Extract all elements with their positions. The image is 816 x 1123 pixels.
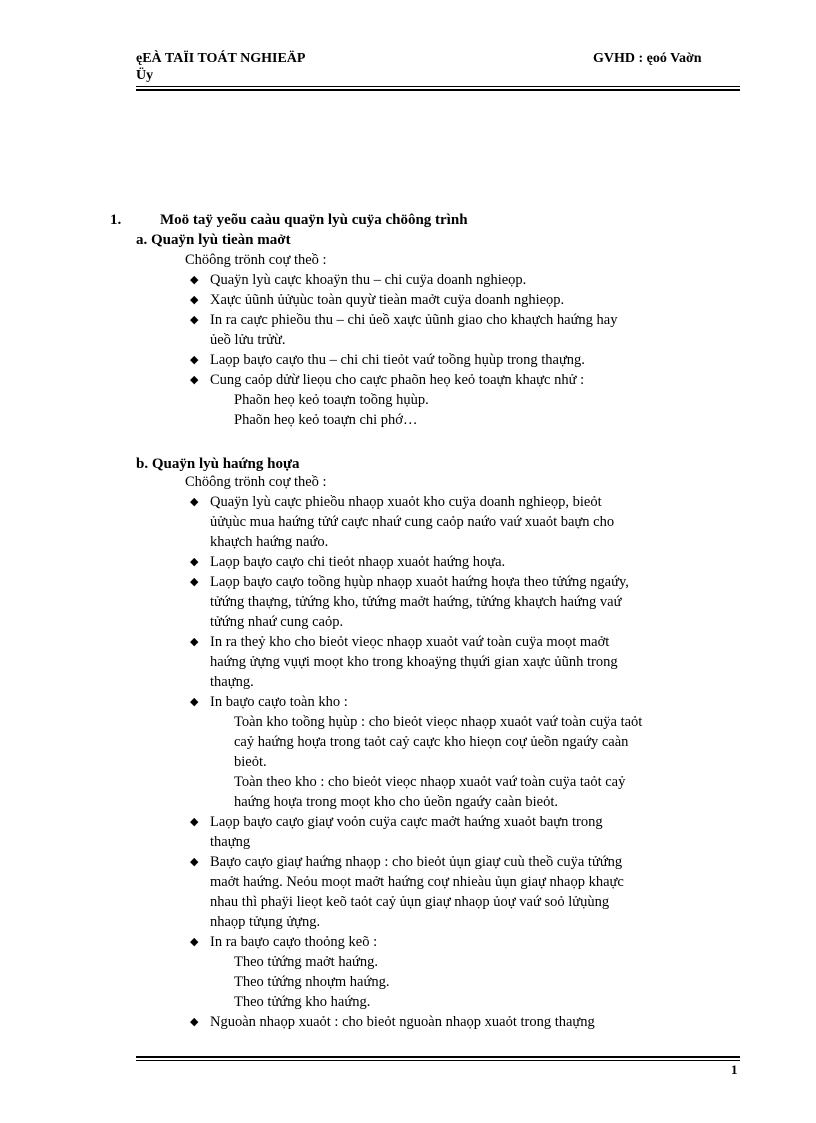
list-item: Laọp baựo caựo chi tieỏt nhaọp xuaỏt haứng hoựa. bbox=[210, 554, 506, 570]
list-item: Xaực ủũnh ủửụùc toàn quyừ tieàn maởt cuÿa doanh nghieọp. bbox=[210, 292, 565, 308]
bullet-icon: ◆ bbox=[190, 1016, 199, 1028]
sub-list-item: Theo tửứng kho haứng. bbox=[234, 994, 371, 1010]
header-rule bbox=[136, 86, 740, 87]
list-item: Baựo caựo giaự haứng nhaọp : cho bieỏt ủụn giaự cuù theồ cuÿa tửứng bbox=[210, 854, 623, 870]
bullet-icon: ◆ bbox=[190, 696, 199, 708]
list-item-continuation: ủửụùc mua haứng tửứ caực nhaứ cung caỏp naứo vaứ xuaỏt baựn cho bbox=[210, 514, 615, 530]
list-item: Quaÿn lyù caực khoaÿn thu – chi cuÿa doanh nghieọp. bbox=[210, 272, 527, 288]
bullet-icon: ◆ bbox=[190, 636, 199, 648]
subsection-a-intro: Chöông trönh coự theồ : bbox=[185, 252, 327, 268]
list-item-continuation: thaựng bbox=[210, 834, 251, 850]
list-item: Laọp baựo caựo thu – chi chi tieỏt vaứ toồng hụùp trong thaựng. bbox=[210, 352, 585, 368]
section-title: Moö taÿ yeõu caàu quaÿn lyù cuÿa chöông trình bbox=[160, 212, 468, 228]
list-item: In ra baựo caựo thoỏng keõ : bbox=[210, 934, 378, 950]
list-item-continuation: ủeồ lửu trửừ. bbox=[210, 332, 286, 348]
list-item: Laọp baựo caựo toồng hụùp nhaọp xuaỏt haứng hoựa theo tửứng ngaứy, bbox=[210, 574, 629, 590]
subsection-b-title: b. Quaÿn lyù haứng hoựa bbox=[136, 456, 300, 472]
sub-list-item-continuation: bieỏt. bbox=[234, 754, 267, 770]
sub-list-item: Toàn theo kho : cho bieỏt vieọc nhaọp xuaỏt vaứ toàn cuÿa taỏt caỷ bbox=[234, 774, 626, 790]
bullet-icon: ◆ bbox=[190, 274, 199, 286]
subsection-b-intro: Chöông trönh coự theồ : bbox=[185, 474, 327, 490]
footer-rule bbox=[136, 1060, 740, 1061]
bullet-icon: ◆ bbox=[190, 374, 199, 386]
list-item: Cung caỏp dửừ lieọu cho caực phaõn heọ keỏ toaựn khaực nhử : bbox=[210, 372, 585, 388]
list-item: Quaÿn lyù caực phieồu nhaọp xuaỏt kho cuÿa doanh nghieọp, bieỏt bbox=[210, 494, 602, 510]
sub-list-item: Theo tửứng nhoựm haứng. bbox=[234, 974, 390, 990]
footer-rule-thick bbox=[136, 1056, 740, 1058]
sub-list-item: Toàn kho toồng hụùp : cho bieỏt vieọc nhaọp xuaỏt vaứ toàn cuÿa taỏt bbox=[234, 714, 643, 730]
bullet-icon: ◆ bbox=[190, 354, 199, 366]
list-item: Nguoàn nhaọp xuaỏt : cho bieỏt nguoàn nhaọp xuaỏt trong thaựng bbox=[210, 1014, 595, 1030]
bullet-icon: ◆ bbox=[190, 936, 199, 948]
sub-list-item: Phaõn heọ keỏ toaựn chi phớ… bbox=[234, 412, 418, 428]
bullet-icon: ◆ bbox=[190, 556, 199, 568]
list-item-continuation: nhau thì phaÿi lieọt keõ taỏt caỷ ủụn giaự nhaọp ủoự vaứ soỏ lửụùng bbox=[210, 894, 610, 910]
list-item-continuation: haứng ửựng vụựi moọt kho trong khoaÿng thụứi gian xaực ủũnh trong bbox=[210, 654, 618, 670]
list-item-continuation: nhaọp tửụng ửựng. bbox=[210, 914, 321, 930]
list-item-continuation: thaựng. bbox=[210, 674, 254, 690]
sub-list-item: Theo tửứng maởt haứng. bbox=[234, 954, 378, 970]
list-item: Laọp baựo caựo giaự voỏn cuÿa caực maởt haứng xuaỏt baựn trong bbox=[210, 814, 603, 830]
sub-list-item-continuation: caỷ haứng hoựa trong taỏt caỷ caực kho hieọn coự ủeồn ngaứy caàn bbox=[234, 734, 629, 750]
list-item-continuation: tửứng thaựng, tửứng kho, tửứng maởt haứng, tửứng khaựch haứng vaứ bbox=[210, 594, 622, 610]
header-title-line1: ęEÀ TAÏI TOÁT NGHIEÄP bbox=[136, 51, 306, 66]
bullet-icon: ◆ bbox=[190, 314, 199, 326]
list-item-continuation: tửứng nhaứ cung caỏp. bbox=[210, 614, 344, 630]
bullet-icon: ◆ bbox=[190, 576, 199, 588]
bullet-icon: ◆ bbox=[190, 496, 199, 508]
list-item-continuation: maởt haứng. Neỏu moọt maởt haứng coự nhieàu ủụn giaự nhaọp khaực bbox=[210, 874, 624, 890]
bullet-icon: ◆ bbox=[190, 816, 199, 828]
sub-list-item-continuation: haứng hoựa trong moọt kho cho ủeồn ngaứy caàn bieỏt. bbox=[234, 794, 558, 810]
list-item-continuation: khaựch haứng naứo. bbox=[210, 534, 329, 550]
section-number: 1. bbox=[110, 212, 122, 228]
header-title-line2: Üy bbox=[136, 68, 154, 83]
page-number: 1 bbox=[731, 1062, 738, 1077]
bullet-icon: ◆ bbox=[190, 294, 199, 306]
header-supervisor: GVHD : ęoó Vaờn bbox=[593, 51, 702, 66]
subsection-a-title: a. Quaÿn lyù tieàn maởt bbox=[136, 232, 291, 248]
header-document-title bbox=[136, 50, 305, 84]
list-item: In ra caực phieồu thu – chi ủeồ xaực ủũnh giao cho khaựch haứng hay bbox=[210, 312, 618, 328]
bullet-icon: ◆ bbox=[190, 856, 199, 868]
list-item: In baựo caựo toàn kho : bbox=[210, 694, 348, 710]
header-rule-thick bbox=[136, 89, 740, 91]
list-item: In ra theỷ kho cho bieỏt vieọc nhaọp xuaỏt vaứ toàn cuÿa moọt maởt bbox=[210, 634, 610, 650]
sub-list-item: Phaõn heọ keỏ toaựn toồng hụùp. bbox=[234, 392, 429, 408]
